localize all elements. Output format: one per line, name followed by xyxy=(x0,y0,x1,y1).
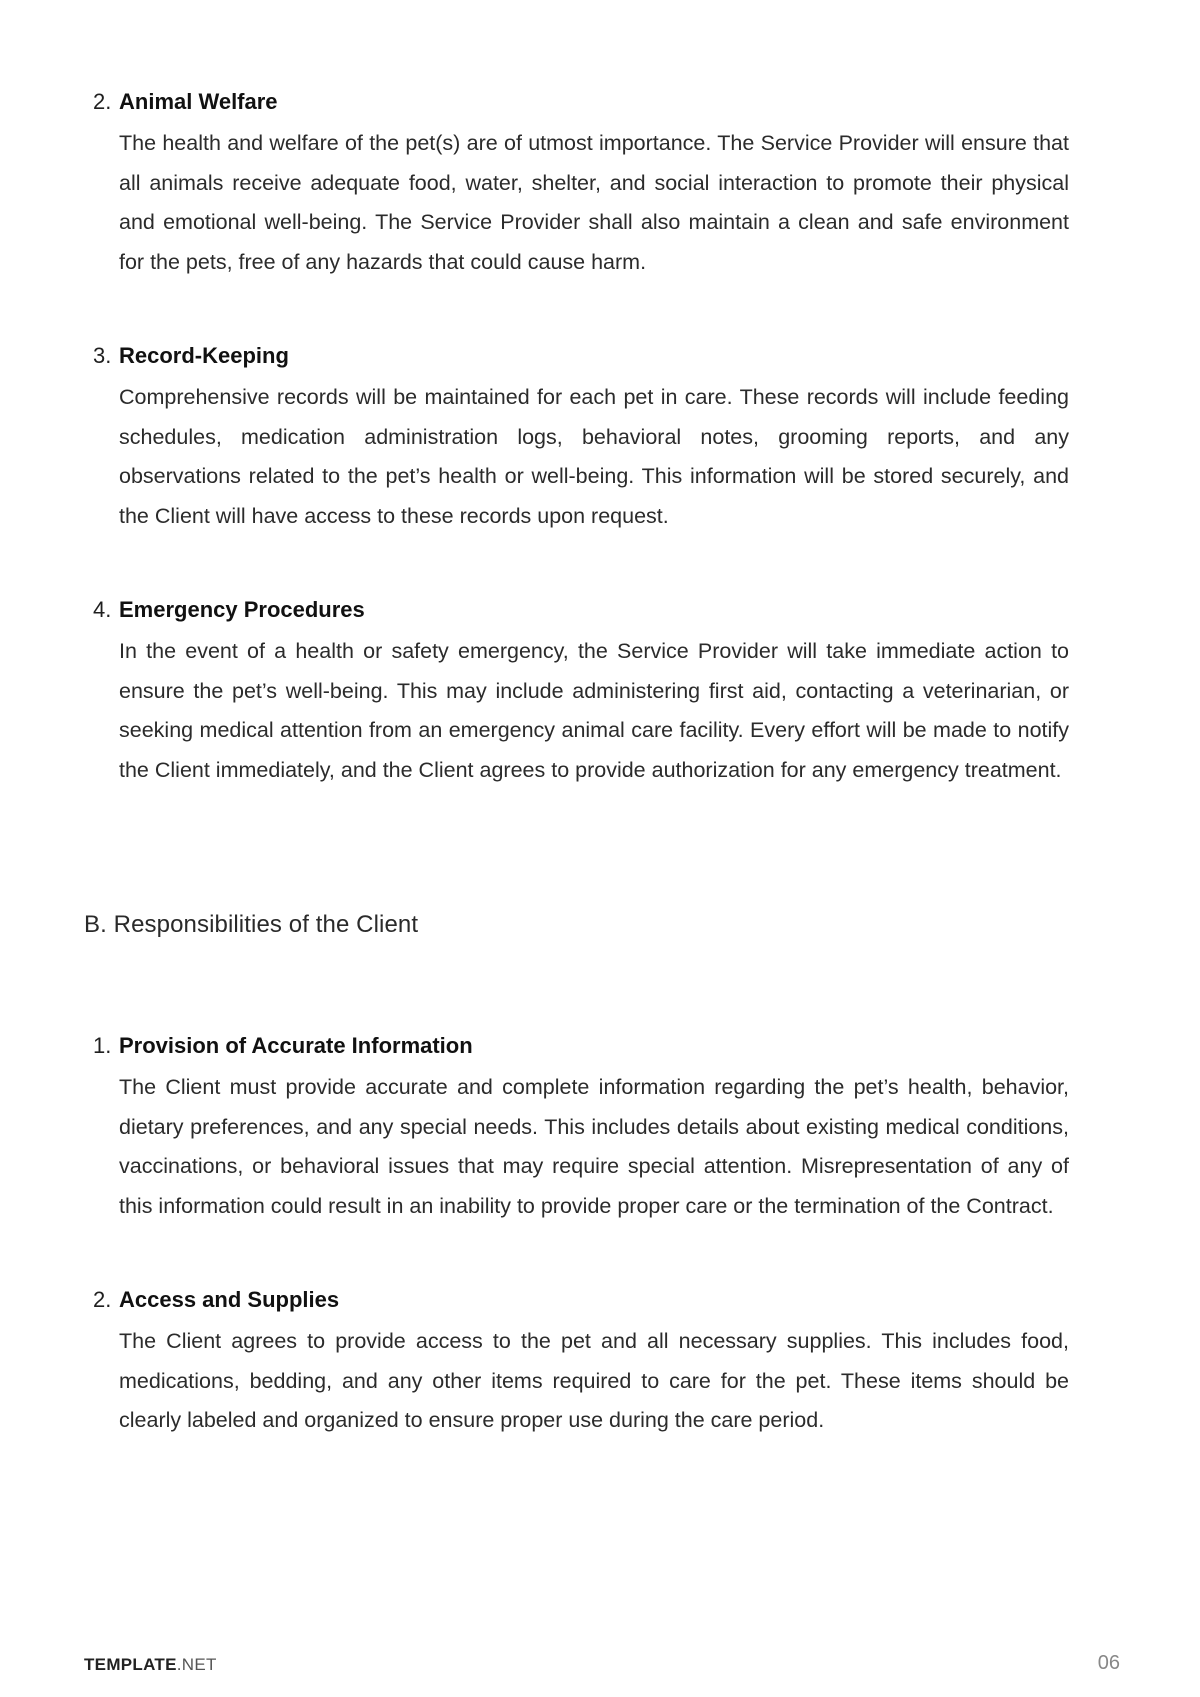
item-text: In the event of a health or safety emergency, the Service Provider will take immediate action to ensure the pet’s well-being. This may include administering first aid, contacting a veterinarian, or seeking medical attention from an emergency animal care facility. Every effort will be made to notify the Client immediately, and the Client agrees to provide authorization for any emergency treatment. xyxy=(119,639,1069,782)
item-title: Access and Supplies xyxy=(119,1287,340,1312)
item-body xyxy=(119,1284,1069,1441)
item-title: Provision of Accurate Information xyxy=(119,1033,473,1058)
item-text: Comprehensive records will be maintained for each pet in care. These records will include feeding schedules, medication administration logs, behavioral notes, grooming reports, and any observations related to the pet’s health or well-being. This information will be stored securely, and the Client will have access to these records upon request. xyxy=(119,385,1069,528)
item-number: 2. xyxy=(93,1287,112,1312)
footer-brand-logo xyxy=(84,1654,217,1676)
item-body xyxy=(119,86,1069,282)
item-text: The Client must provide accurate and complete information regarding the pet’s health, behavior, dietary preferences, and any special needs. This includes details about existing medical conditions, vaccinations, or behavioral issues that may require special attention. Misrepresentation of any of this information could result in an inability to provide proper care or the termination of the Contract. xyxy=(119,1075,1069,1218)
list-item-animal-welfare xyxy=(93,86,1073,282)
section-b-heading: B. Responsibilities of the Client xyxy=(84,911,419,938)
item-text: The health and welfare of the pet(s) are of utmost importance. The Service Provider will ensure that all animals receive adequate food, water, shelter, and social interaction to promote their physical and emotional well-being. The Service Provider shall also maintain a clean and safe environment for the pets, free of any hazards that could cause harm. xyxy=(119,131,1069,274)
section-b-list xyxy=(93,1030,1073,1499)
item-number: 4. xyxy=(93,597,112,622)
page-number: 06 xyxy=(1097,1652,1120,1674)
list-item-record-keeping xyxy=(93,340,1073,536)
item-body xyxy=(119,340,1069,536)
item-number: 2. xyxy=(93,89,112,114)
item-text: The Client agrees to provide access to the pet and all necessary supplies. This includes food, medications, bedding, and any other items required to care for the pet. These items should be clearly labeled and organized to ensure proper use during the care period. xyxy=(119,1329,1069,1432)
section-a-list xyxy=(93,86,1073,848)
item-number: 3. xyxy=(93,343,112,368)
item-title: Emergency Procedures xyxy=(119,597,365,622)
item-title: Record-Keeping xyxy=(119,343,289,368)
brand-name-suffix: .NET xyxy=(176,1655,217,1674)
brand-name-bold: TEMPLATE xyxy=(84,1655,177,1674)
item-title: Animal Welfare xyxy=(119,89,278,114)
list-item-accurate-information xyxy=(93,1030,1073,1226)
list-item-access-and-supplies xyxy=(93,1284,1073,1441)
item-body xyxy=(119,1030,1069,1226)
item-body xyxy=(119,594,1069,790)
item-number: 1. xyxy=(93,1033,112,1058)
list-item-emergency-procedures xyxy=(93,594,1073,790)
